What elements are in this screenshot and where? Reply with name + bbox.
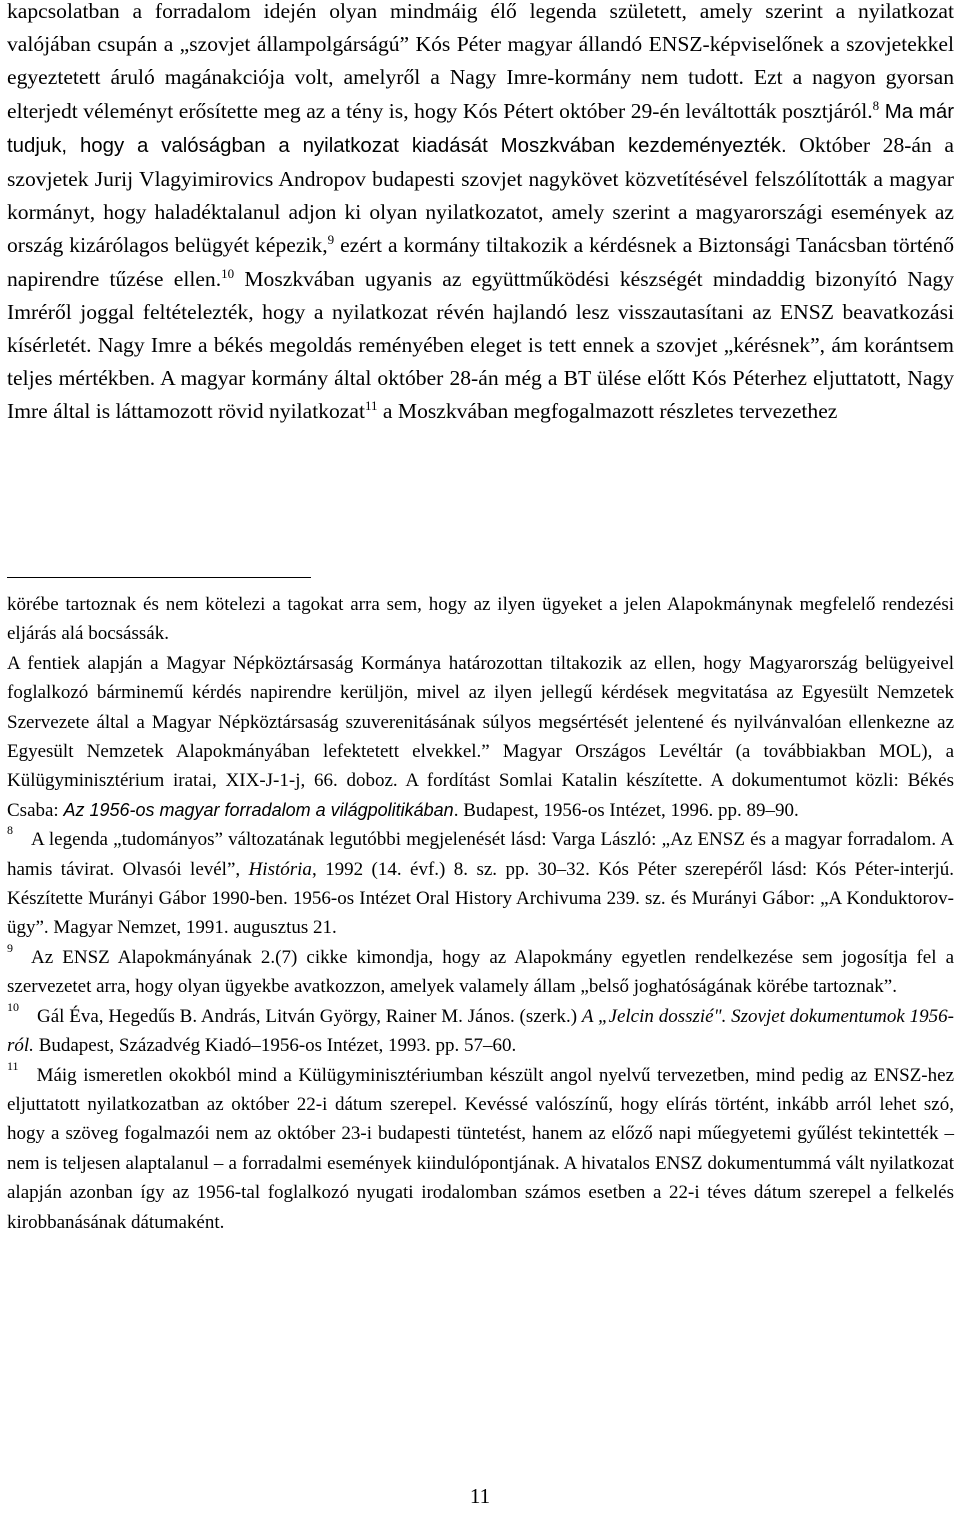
footnote-text: , 1992 (14. évf.) 8. sz. pp. 30–32. Kós Péter szerepéről lásd: Kós Péter-interjú. Készítette Murányi Gábor 1990-ben. 1956-os Intézet Oral History Archivuma 239. sz. és Murányi Gábor: „A Konduktorov-ügy”. Magyar Nemzet, 1991. augusztus 21. [7,858,954,939]
footnote-text: A fentiek alapján a Magyar Népköztársaság Kormánya határozottan tiltakozik az ellen, hogy Magyarország belügyeivel foglalkozó bárminemű kérdés napirendre kerüljön, mivel az ilyen jellegű kérdések megvitatása az Egyesült Nemzetek Szervezete által a Magyar Népköztársaság szuverenitásának súlyos megsértését jelentené és nyilvánvalóan ellenkezne az Egyesült Nemzetek Alapokmányában lefektetett elvekkel.” Magyar Országos Levéltár (a továbbiakban MOL), a Külügyminisztérium iratai, XIX-J-1-j, 66. doboz. A fordítást Somlai Katalin készítette. A dokumentumot közli: Békés Csaba: [7,652,954,821]
main-text-segment: Moszkvában ugyanis az együttműködési készségét mindaddig bizonyító Nagy Imréről joggal feltételezték, hogy a nyilatkozat révén hajlandó lesz visszautasítani az ENSZ beavatkozási kísérletét. [7,266,954,358]
footnote-text: . Budapest, 1956-os Intézet, 1996. pp. 89–90. [453,799,799,821]
footnote-11 [7,1058,954,1237]
main-text-segment: Nagy Imre a békés megoldás reményében eleget is tett ennek a szovjet „kérésnek”, ám korántsem teljes mértékben. [7,333,954,391]
footnote-number: 10 [7,999,19,1014]
main-text-segment: Október 28-án a szovjetek Jurij Vlagyimirovics Andropov budapesti szovjet nagykövet közvetítésével felszólították a magyar kormányt, hogy haladéktalanul adjon ki olyan nyilatkozatot, amely szerint a magyarországi események az ország kizárólagos belügyét képezik, [7,132,954,258]
footnote-8 [7,825,954,943]
footnote-ref-11[interactable]: 11 [364,398,378,414]
main-text-segment: A magyar kormány által október 28-án még a BT ülése előtt Kós Péterhez eljuttatott, Nagy Imre által is láttamozott rövid nyilatkozat [7,366,954,424]
footnote-ref-9[interactable]: 9 [327,232,335,248]
footnote-text: A legenda „tudományos” változatának legutóbbi megjelenését lásd: Varga László: „Az ENSZ és a magyar forradalom. A hamis távirat. Olvasói levél”, [7,829,954,880]
footnote-text: körébe tartoznak és nem kötelezi a tagokat arra sem, hogy az ilyen ügyeket a jelen Alapokmánynak megfelelő rendezési eljárás alá bocsássák. [7,594,954,645]
footnote-number: 11 [7,1058,19,1073]
cited-title: Az 1956-os magyar forradalom a világpolitikában [63,799,454,820]
footnote-continuation [7,590,954,649]
main-text-segment: kapcsolatban a forradalom idején olyan mindmáig élő legenda született, amely szerint a nyilatkozat valójában csupán a „szovjet állampolgárságú” Kós Péter magyar állandó ENSZ-képviselőnek a szovjetekkel egyeztetett áruló magánakciója volt, amelyről a Nagy Imre-kormány nem tudott. Ezt a nagyon gyorsan elterjedt véleményt erősítette meg az a tény is, hogy Kós Pétert október 29-én leváltották posztjáról. [7,0,954,123]
footnote-continuation [7,649,954,825]
footnote-text: Gál Éva, Hegedűs B. András, Litván György, Rainer M. János. (szerk.) [37,1005,582,1027]
footnote-separator [7,577,311,578]
footnote-text: Az ENSZ Alapokmányának 2.(7) cikke kimondja, hogy az Alapokmány egyetlen rendelkezése sem jogosítja fel a szervezetet arra, hogy olyan ügyekbe avatkozzon, amelyek valamely állam „belső joghatóságának körébe tartoznak”. [7,946,954,998]
footnote-text: Budapest, Századvég Kiadó–1956-os Intézet, 1993. pp. 57–60. [33,1035,517,1057]
footnote-ref-8[interactable]: 8 [872,97,880,113]
footnote-number: 9 [7,940,13,955]
cited-title: História [248,858,312,880]
page-number: 11 [469,1484,491,1508]
footnote-ref-10[interactable]: 10 [221,265,235,281]
main-text [7,0,954,429]
footnotes [7,590,954,1237]
main-text-segment: ezért a kormány tiltakozik a kérdésnek a Biztonsági Tanácsban történő napirendre tűzése ellen. [7,233,955,291]
main-text-segment: a Moszkvában megfogalmazott részletes tervezethez [382,399,838,424]
cited-title: A „Jelcin dosszié". Szovjet dokumentumok 1956-ról. [7,1005,954,1057]
main-text-segment: Ma már tudjuk, hogy a valóságban a nyilatkozat kiadását Moszkvában kezdeményezték. [7,100,954,157]
footnote-9 [7,940,954,1002]
footnote-number: 8 [7,823,13,838]
footnote-text: Máig ismeretlen okokból mind a Külügyminisztériumban készült angol nyelvű tervezetben, mind pedig az ENSZ-hez eljuttatott nyilatkozatban az október 22-i dátum szerepel. Kevéssé valószínű, hogy elírás történt, inkább arról lehet szó, hogy a szöveg fogalmazói nem az október 23-i budapesti tüntetést, hanem az előző napi műegyetemi gyűlést tekintették – nem is teljesen alaptalanul – a forradalmi események kiindulópontjának. A hivatalos ENSZ dokumentummá vált nyilatkozat alapján azonban így az 1956-tal foglalkozó nyugati irodalomban számos esetben a 22-i téves dátum szerepel a felkelés kirobbanásának dátumaként. [7,1064,954,1233]
footnote-10 [7,999,954,1061]
